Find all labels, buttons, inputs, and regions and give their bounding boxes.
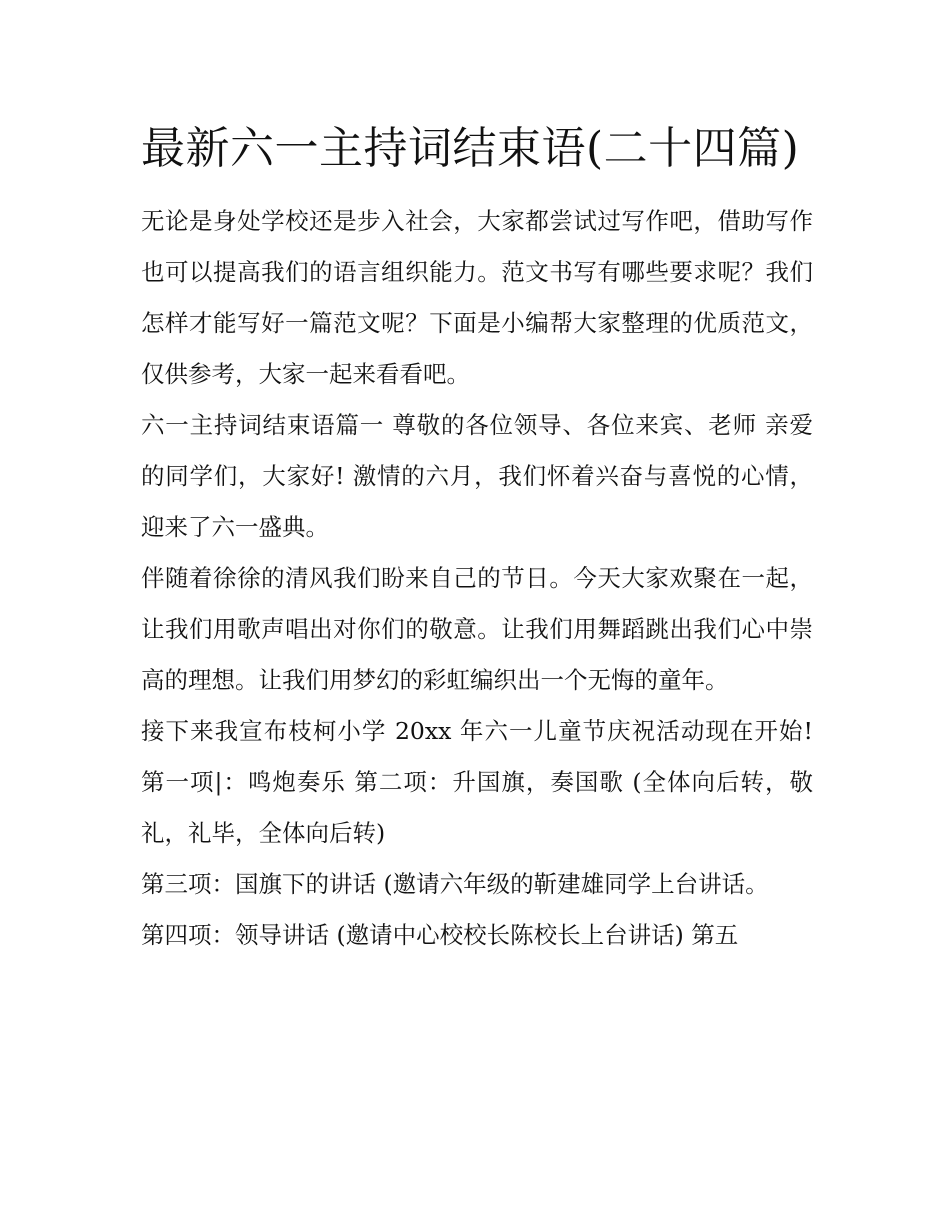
paragraph-intro: 无论是身处学校还是步入社会，大家都尝试过写作吧，借助写作也可以提高我们的语言组织能力。范文书写有哪些要求呢？我们怎样才能写好一篇范文呢？下面是小编帮大家整理的优质范文，仅供参考，大家一起来看看吧。 xyxy=(141,207,813,388)
paragraph-program-start: 接下来我宣布枝柯小学 20xx 年六一儿童节庆祝活动现在开始! 第一项|：鸣炮奏乐 第二项：升国旗，奏国歌 (全体向后转，敬礼，礼毕，全体向后转) xyxy=(141,717,813,847)
paragraph-item-three: 第三项：国旗下的讲话 (邀请六年级的靳建雄同学上台讲话。 xyxy=(141,870,769,898)
paragraph-item-four: 第四项：领导讲话 (邀请中心校校长陈校长上台讲话) 第五 xyxy=(141,921,739,949)
document-title: 最新六一主持词结束语(二十四篇) xyxy=(141,123,800,174)
document-body xyxy=(141,112,813,961)
paragraph-greeting: 六一主持词结束语篇一 尊敬的各位领导、各位来宾、老师 亲爱的同学们，大家好! 激情的六月，我们怀着兴奋与喜悦的心情，迎来了六一盛典。 xyxy=(141,411,813,541)
paragraph-festival: 伴随着徐徐的清风我们盼来自己的节日。今天大家欢聚在一起，让我们用歌声唱出对你们的敬意。让我们用舞蹈跳出我们心中崇高的理想。让我们用梦幻的彩虹编织出一个无悔的童年。 xyxy=(141,564,813,694)
